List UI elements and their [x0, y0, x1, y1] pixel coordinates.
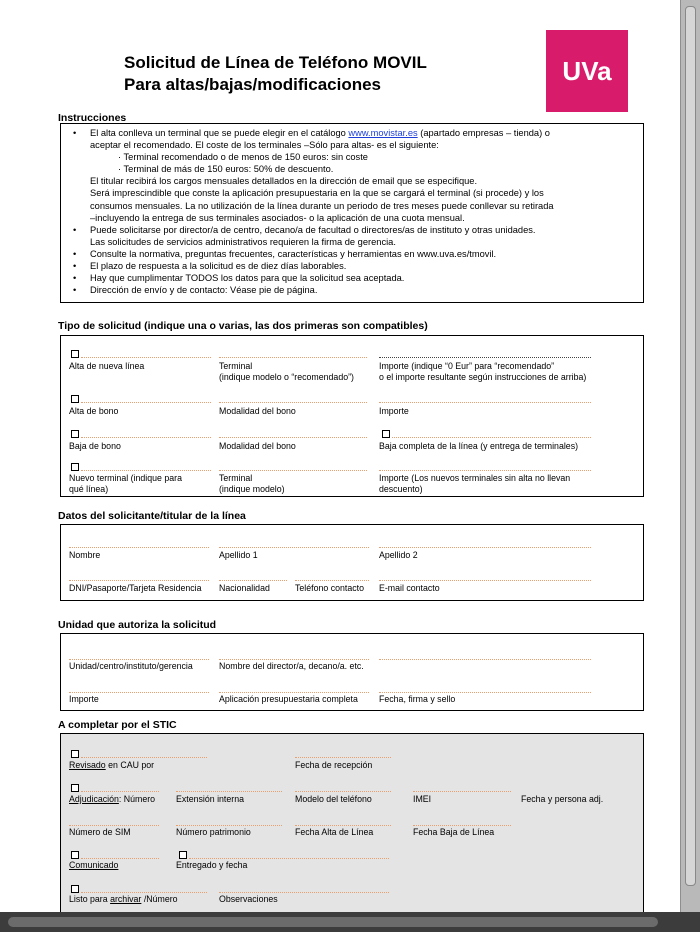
instr-line: Será imprescindible que conste la aplicación presupuestaria en la que se cargará el terminal (si procede) y los	[90, 188, 544, 199]
numero-sim-label: Número de SIM	[69, 827, 131, 837]
importe-field[interactable]	[69, 692, 209, 693]
instr-item: • Puede solicitarse por director/a de centro, decano/a de facultad o directores/as de instituto y otras unidades.	[67, 224, 637, 236]
page-title	[124, 52, 427, 96]
baja-completa-field[interactable]	[392, 437, 591, 438]
imei-field[interactable]	[413, 791, 511, 792]
fecha-baja-label: Fecha Baja de Línea	[413, 827, 495, 837]
tipo-solicitud-box	[60, 335, 644, 497]
observaciones-field[interactable]	[219, 892, 389, 893]
email-field[interactable]	[379, 580, 591, 581]
terminal-1-hint: (indique modelo o “recomendado”)	[219, 372, 354, 382]
uva-logo: UVa	[546, 30, 628, 112]
instr-line: Las solicitudes de servicios administrativos requieren la firma de gerencia.	[90, 236, 396, 247]
nuevo-terminal-label: Nuevo terminal (indique para	[69, 473, 182, 483]
alta-bono-checkbox[interactable]	[71, 395, 79, 403]
nuevo-terminal-field[interactable]	[81, 470, 211, 471]
revisado-label: Revisado en CAU por	[69, 760, 155, 770]
extension-field[interactable]	[176, 791, 282, 792]
alta-nueva-linea-checkbox[interactable]	[71, 350, 79, 358]
instr-line: aceptar el recomendado. El coste de los terminales –Sólo para altas- es el siguiente:	[90, 140, 439, 151]
horizontal-scrollbar[interactable]	[0, 912, 700, 932]
aplicacion-field[interactable]	[219, 692, 369, 693]
horizontal-scrollbar-thumb[interactable]	[8, 917, 658, 927]
importe-2-field[interactable]	[379, 402, 591, 403]
tipo-solicitud-title: Tipo de solicitud (indique una o varias, las dos primeras son compatibles)	[58, 320, 428, 332]
fecha-recepcion-label: Fecha de recepción	[295, 760, 373, 770]
instr-item: • El alta conlleva un terminal que se puede elegir en el catálogo www.movistar.es (apartado empresas – tienda) o	[67, 127, 637, 139]
movistar-link[interactable]: www.movistar.es	[348, 128, 418, 138]
title-line-2: Para altas/bajas/modificaciones	[124, 75, 382, 94]
imei-label: IMEI	[413, 794, 432, 804]
importe-1-field[interactable]	[379, 357, 591, 358]
importe-1-label: Importe (indique “0 Eur” para “recomendado”	[379, 361, 555, 371]
terminal-1-field[interactable]	[219, 357, 367, 358]
importe-3-label: Importe (Los nuevos terminales sin alta no llevan	[379, 473, 571, 483]
revisado-field[interactable]	[81, 757, 207, 758]
solicitante-title: Datos del solicitante/titular de la línea	[58, 510, 246, 522]
baja-completa-checkbox[interactable]	[382, 430, 390, 438]
numero-sim-field[interactable]	[69, 825, 159, 826]
baja-bono-checkbox[interactable]	[71, 430, 79, 438]
apellido2-label: Apellido 2	[379, 550, 418, 560]
title-line-1: Solicitud de Línea de Teléfono MOVIL	[124, 53, 427, 72]
telefono-label: Teléfono contacto	[295, 583, 364, 593]
alta-field-line[interactable]	[81, 357, 211, 358]
importe-1-hint: o el importe resultante según instrucciones de arriba)	[379, 372, 587, 382]
listo-archivar-label: Listo para archivar /Número	[69, 894, 178, 904]
terminal-2-hint: (indique modelo)	[219, 484, 285, 494]
adjudicacion-field[interactable]	[81, 791, 159, 792]
nuevo-terminal-hint: qué línea)	[69, 484, 109, 494]
modalidad-bono-2-label: Modalidad del bono	[219, 441, 296, 451]
modalidad-bono-2-field[interactable]	[219, 437, 367, 438]
importe-3-hint: descuento)	[379, 484, 423, 494]
instr-item: • Consulte la normativa, preguntas frecuentes, características y herramientas en www.uva.es/tmovil.	[67, 248, 637, 260]
instrucciones-box	[60, 123, 644, 303]
fecha-alta-label: Fecha Alta de Línea	[295, 827, 374, 837]
alta-nueva-linea-label: Alta de nueva línea	[69, 361, 145, 371]
instr-line: consumos mensuales. La no utilización de la línea durante un periodo de tres meses puede conllevar su retirada	[90, 200, 554, 211]
apellido1-field[interactable]	[219, 547, 369, 548]
baja-bono-field[interactable]	[81, 437, 211, 438]
dni-field[interactable]	[69, 580, 209, 581]
fecha-recepcion-field[interactable]	[295, 757, 391, 758]
unidad-centro-label: Unidad/centro/instituto/gerencia	[69, 661, 193, 671]
nombre-director-label: Nombre del director/a, decano/a. etc.	[219, 661, 364, 671]
nuevo-terminal-checkbox[interactable]	[71, 463, 79, 471]
nombre-director-field[interactable]	[219, 659, 369, 660]
instr-line: · Terminal recomendado o de menos de 150 euros: sin coste	[118, 152, 368, 163]
solicitante-box	[60, 524, 644, 601]
instr-item: • Dirección de envío y de contacto: Véase pie de página.	[67, 284, 637, 296]
adjudicacion-checkbox[interactable]	[71, 784, 79, 792]
fecha-firma-field[interactable]	[379, 692, 591, 693]
entregado-checkbox[interactable]	[179, 851, 187, 859]
entregado-label: Entregado y fecha	[176, 860, 248, 870]
alta-bono-label: Alta de bono	[69, 406, 119, 416]
unidad-box	[60, 633, 644, 711]
dni-label: DNI/Pasaporte/Tarjeta Residencia	[69, 583, 202, 593]
terminal-1-label: Terminal	[219, 361, 253, 371]
aplicacion-label: Aplicación presupuestaria completa	[219, 694, 358, 704]
instr-line: –incluyendo la entrega de sus terminales asociados- o la aplicación de una cuota mensual.	[90, 212, 465, 223]
email-label: E-mail contacto	[379, 583, 440, 593]
importe-2-label: Importe	[379, 406, 409, 416]
telefono-field[interactable]	[295, 580, 369, 581]
alta-bono-field[interactable]	[81, 402, 211, 403]
instr-item: • Hay que cumplimentar TODOS los datos para que la solicitud sea aceptada.	[67, 272, 637, 284]
stic-title: A completar por el STIC	[58, 719, 177, 731]
unidad-extra-field[interactable]	[379, 659, 591, 660]
stic-box	[60, 733, 644, 912]
nacionalidad-field[interactable]	[219, 580, 287, 581]
unidad-centro-field[interactable]	[69, 659, 209, 660]
instrucciones-title: Instrucciones	[58, 112, 127, 124]
instr-line: · Terminal de más de 150 euros: 50% de descuento.	[118, 164, 334, 175]
extension-label: Extensión interna	[176, 794, 244, 804]
instr-line: El titular recibirá los cargos mensuales detallados en la dirección de email que se especifique.	[90, 176, 478, 187]
listo-archivar-checkbox[interactable]	[71, 885, 79, 893]
comunicado-label: Comunicado	[69, 860, 119, 870]
nombre-field[interactable]	[69, 547, 209, 548]
adjudicacion-label: Adjudicación: Número	[69, 794, 156, 804]
baja-bono-label: Baja de bono	[69, 441, 121, 451]
fecha-firma-label: Fecha, firma y sello	[379, 694, 456, 704]
modalidad-bono-1-label: Modalidad del bono	[219, 406, 296, 416]
comunicado-checkbox[interactable]	[71, 851, 79, 859]
numero-patrimonio-field[interactable]	[176, 825, 282, 826]
terminal-2-field[interactable]	[219, 470, 367, 471]
nacionalidad-label: Nacionalidad	[219, 583, 270, 593]
fecha-persona-label: Fecha y persona adj.	[521, 794, 604, 804]
unidad-title: Unidad que autoriza la solicitud	[58, 619, 217, 631]
listo-archivar-field[interactable]	[81, 892, 207, 893]
importe-3-field[interactable]	[379, 470, 591, 471]
instr-item: • El plazo de respuesta a la solicitud es de diez días laborables.	[67, 260, 637, 272]
observaciones-label: Observaciones	[219, 894, 278, 904]
apellido2-field[interactable]	[379, 547, 591, 548]
revisado-checkbox[interactable]	[71, 750, 79, 758]
apellido1-label: Apellido 1	[219, 550, 258, 560]
terminal-2-label: Terminal	[219, 473, 253, 483]
comunicado-field[interactable]	[81, 858, 159, 859]
fecha-alta-field[interactable]	[295, 825, 391, 826]
modelo-label: Modelo del teléfono	[295, 794, 372, 804]
numero-patrimonio-label: Número patrimonio	[176, 827, 251, 837]
vertical-scrollbar[interactable]	[680, 0, 700, 912]
modelo-field[interactable]	[295, 791, 391, 792]
vertical-scrollbar-thumb[interactable]	[685, 6, 696, 886]
nombre-label: Nombre	[69, 550, 101, 560]
entregado-field[interactable]	[189, 858, 389, 859]
importe-label: Importe	[69, 694, 99, 704]
baja-completa-label: Baja completa de la línea (y entrega de terminales)	[379, 441, 579, 451]
modalidad-bono-1-field[interactable]	[219, 402, 367, 403]
fecha-baja-field[interactable]	[413, 825, 511, 826]
